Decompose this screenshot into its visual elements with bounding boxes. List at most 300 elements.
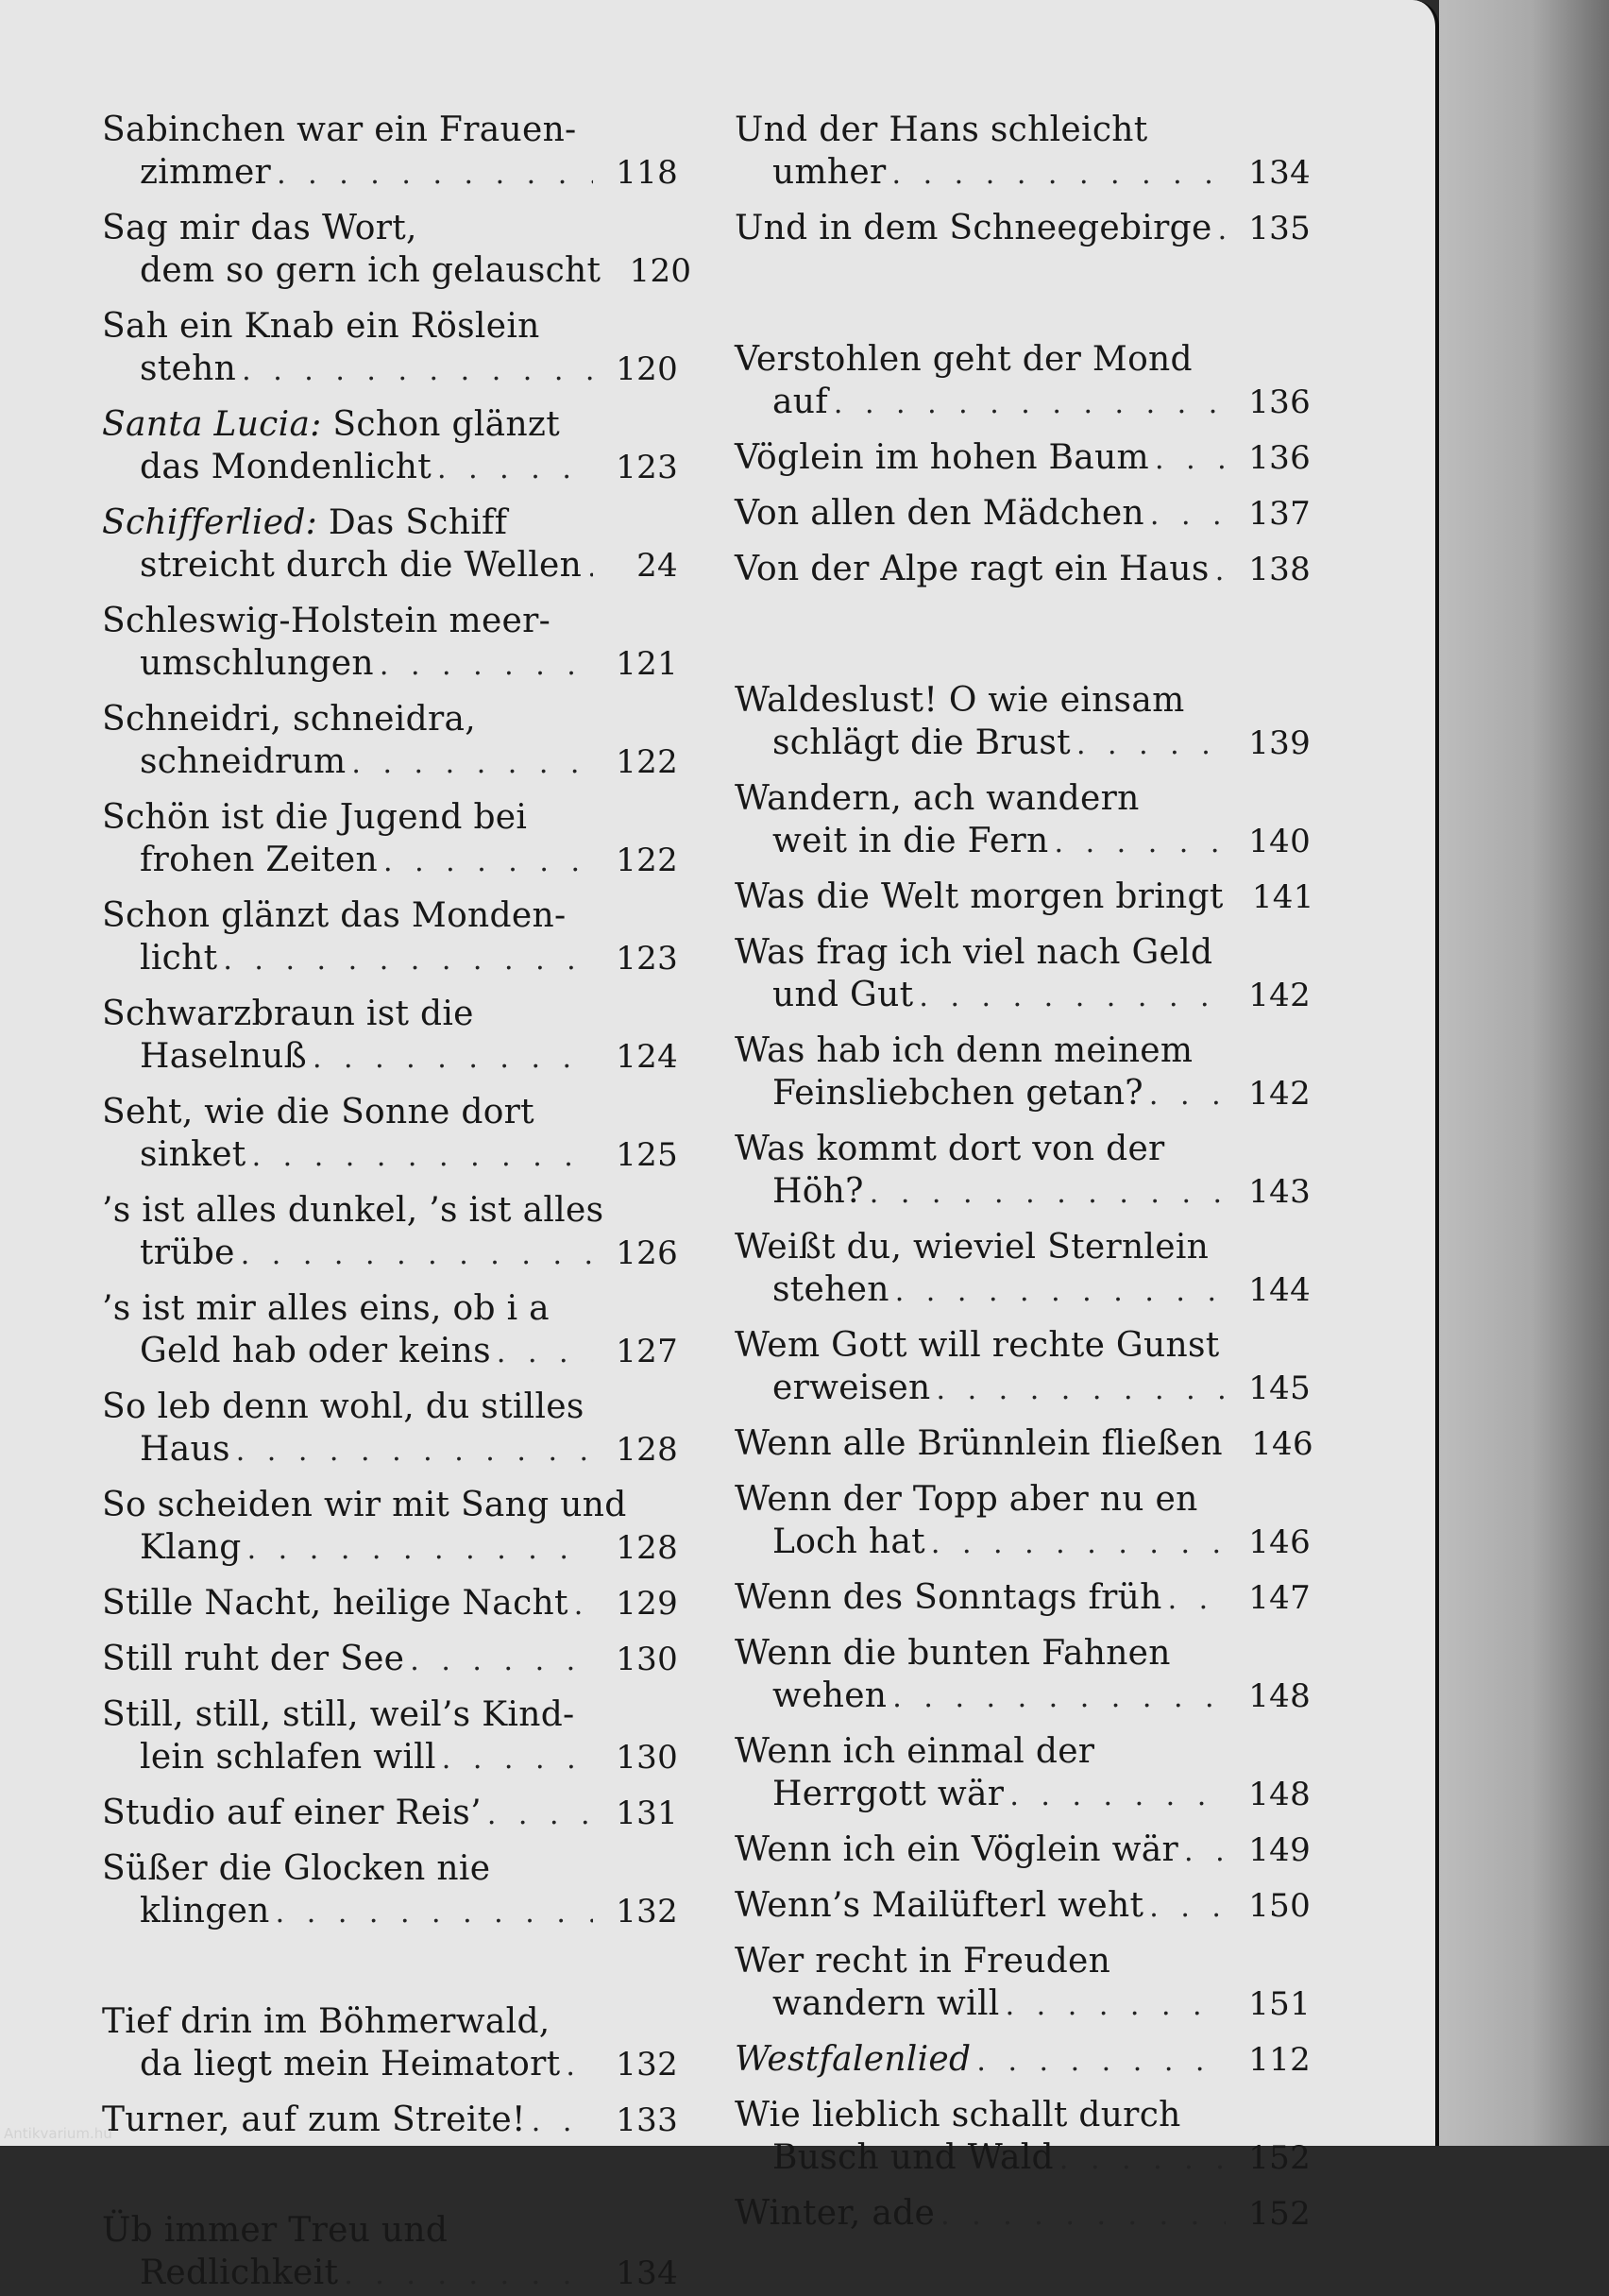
- entry-gap: [735, 425, 1311, 436]
- entry-line: [102, 1736, 678, 1780]
- index-entry: [102, 2000, 678, 2087]
- entry-gap: [102, 588, 678, 600]
- page-number: 130: [616, 1641, 678, 1678]
- entry-title-text: umschlungen: [140, 644, 374, 683]
- leader-dots: [1059, 2138, 1226, 2181]
- entry-gap: [102, 687, 678, 698]
- entry-line: [735, 151, 1311, 196]
- page-number: 139: [1248, 724, 1311, 762]
- page-number: 24: [636, 547, 678, 585]
- entry-title-text: Üb immer Treu und: [102, 2211, 449, 2250]
- index-entry: [102, 894, 678, 981]
- entry-line: [102, 698, 678, 740]
- entry-line: [102, 1386, 678, 1428]
- entry-title-text: Höh?: [772, 1172, 864, 1211]
- entry-line: [735, 1128, 1311, 1170]
- index-column-left: [102, 109, 692, 2296]
- index-entry: [102, 1582, 678, 1626]
- page-number: 121: [616, 645, 678, 683]
- entry-line: [735, 1632, 1311, 1675]
- entry-title-text: Sah ein Knab ein Röslein: [102, 307, 540, 346]
- index-entry: [735, 2094, 1311, 2181]
- entry-line: [735, 2094, 1311, 2136]
- entry-gap: [102, 392, 678, 403]
- entry-line: [102, 1232, 678, 1276]
- entry-gap: [735, 481, 1311, 492]
- entry-line: [735, 777, 1311, 820]
- entry-title-text: Wie lieblich schallt durch: [735, 2096, 1181, 2134]
- entry-gap: [102, 883, 678, 894]
- entry-gap: [102, 1626, 678, 1638]
- page-number: 141: [1251, 878, 1314, 916]
- page-number: 136: [1248, 439, 1311, 477]
- entry-title-text: Winter, ade: [735, 2194, 936, 2233]
- entry-title-text: licht: [140, 939, 218, 978]
- leader-dots: [277, 153, 593, 196]
- page-number: 152: [1248, 2139, 1311, 2177]
- entry-title-text: stehn: [140, 349, 237, 388]
- entry-gap: [102, 1682, 678, 1693]
- page-number: 142: [1248, 1075, 1311, 1113]
- entry-title-text: Verstohlen geht der Mond: [735, 340, 1193, 379]
- index-entry: [735, 1576, 1311, 1621]
- index-entry: [735, 1128, 1311, 1215]
- index-entry: [102, 1091, 678, 1178]
- entry-title-text: Geld hab oder keins: [140, 1332, 491, 1370]
- entry-line: [735, 722, 1311, 766]
- entry-title-text: Was kommt dort von der: [735, 1130, 1165, 1168]
- entry-line: [102, 894, 678, 937]
- entry-line: [102, 2099, 678, 2143]
- entry-gap: [102, 294, 678, 305]
- entry-title-text: Haselnuß: [140, 1037, 307, 1076]
- leader-dots: [1076, 723, 1226, 766]
- section-gap: [735, 592, 1311, 679]
- entry-gap: [102, 981, 678, 993]
- entry-line: [735, 1324, 1311, 1367]
- entry-line: [735, 931, 1311, 974]
- leader-dots: [1218, 209, 1226, 251]
- leader-dots: [497, 1332, 593, 1374]
- leader-dots: [252, 1135, 593, 1178]
- entry-gap: [102, 1276, 678, 1287]
- entry-gap: [102, 490, 678, 502]
- entry-title-text: Still, still, still, weil’s Kind-: [102, 1695, 575, 1734]
- entry-title-text: Vöglein im hohen Baum: [735, 438, 1149, 477]
- entry-line: [735, 820, 1311, 864]
- entry-line: [102, 642, 678, 687]
- entry-title-text: Und der Hans schleicht: [735, 111, 1148, 149]
- index-entry: [735, 1324, 1311, 1411]
- entry-title-text: Sag mir das Wort,: [102, 209, 417, 247]
- entry-gap: [102, 2087, 678, 2099]
- leader-dots: [937, 1369, 1226, 1411]
- entry-title-text: Turner, auf zum Streite!: [102, 2100, 526, 2139]
- page-number: 142: [1248, 977, 1311, 1014]
- entry-line: [102, 1091, 678, 1133]
- leader-dots: [383, 841, 593, 883]
- entry-gap: [735, 1929, 1311, 1940]
- entry-line: [735, 1422, 1311, 1467]
- entry-title-text: Wenn’s Mailüfterl weht: [735, 1886, 1144, 1925]
- page-number: 131: [616, 1794, 678, 1832]
- leader-dots: [931, 1522, 1226, 1565]
- index-entry: [735, 338, 1311, 425]
- index-column-right: [735, 109, 1314, 2236]
- entry-title-text: Studio auf einer Reis’: [102, 1794, 482, 1832]
- leader-dots: [1150, 494, 1226, 536]
- entry-title-text: klingen: [140, 1892, 270, 1930]
- entry-line: [735, 338, 1311, 381]
- entry-gap: [735, 1018, 1311, 1029]
- entry-line: [735, 876, 1314, 920]
- index-entry: [102, 1287, 678, 1374]
- entry-title-text: Stille Nacht, heilige Nacht: [102, 1584, 568, 1623]
- page-number: 134: [1248, 154, 1311, 192]
- entry-title-text: Loch hat: [772, 1522, 925, 1561]
- page-number: 138: [1248, 551, 1311, 588]
- leader-dots: [1009, 1775, 1226, 1817]
- index-entry: [102, 1638, 678, 1682]
- entry-title-text: Klang: [140, 1528, 242, 1567]
- entry-line: [102, 403, 678, 446]
- entry-title-text: So scheiden wir mit Sang und: [102, 1486, 627, 1524]
- entry-title-text: Wenn alle Brünnlein fließen: [735, 1424, 1223, 1463]
- entry-gap: [102, 1374, 678, 1386]
- index-entry: [102, 698, 678, 785]
- entry-title-text: lein schlafen will: [140, 1738, 436, 1777]
- index-entry: [735, 1029, 1311, 1116]
- page-number: 129: [616, 1585, 678, 1623]
- index-entry: [735, 109, 1311, 196]
- section-gap: [735, 251, 1311, 338]
- entry-line: [735, 492, 1311, 536]
- leader-dots: [532, 2100, 593, 2143]
- leader-dots: [223, 939, 593, 981]
- entry-line: [102, 937, 678, 981]
- entry-title-text: frohen Zeiten: [140, 841, 379, 879]
- entry-gap: [102, 785, 678, 796]
- page-number: 120: [629, 252, 692, 290]
- page-number: 134: [616, 2254, 678, 2292]
- index-entry: [735, 492, 1311, 536]
- page-number: 124: [616, 1038, 678, 1076]
- entry-line: [735, 1170, 1311, 1215]
- entry-title-text: So leb denn wohl, du stilles: [102, 1387, 584, 1426]
- entry-gap: [102, 1080, 678, 1091]
- entry-line: [102, 2043, 678, 2087]
- entry-gap: [735, 2181, 1311, 2192]
- entry-line: [102, 1638, 678, 1682]
- entry-gap: [735, 1116, 1311, 1128]
- index-entry: [735, 1730, 1311, 1817]
- page-number: 148: [1248, 1677, 1311, 1715]
- entry-line: [102, 1847, 678, 1890]
- entry-title-text: Was hab ich denn meinem: [735, 1031, 1194, 1070]
- entry-gap: [735, 766, 1311, 777]
- index-entry: [735, 2038, 1311, 2083]
- page-number: 132: [616, 1893, 678, 1930]
- book-spine: [1439, 0, 1609, 2146]
- page-number: 146: [1251, 1425, 1313, 1463]
- entry-line: [102, 796, 678, 839]
- entry-line: [102, 1526, 678, 1571]
- entry-gap: [102, 196, 678, 207]
- index-entry: [735, 548, 1311, 592]
- entry-line: [102, 1189, 678, 1232]
- entry-gap: [735, 2083, 1311, 2094]
- entry-title-text: wehen: [772, 1676, 888, 1715]
- leader-dots: [587, 546, 593, 588]
- index-entry: [102, 2209, 678, 2296]
- page-number: 123: [616, 449, 678, 486]
- page-number: 130: [616, 1739, 678, 1777]
- entry-title-text: Und in dem Schneegebirge: [735, 209, 1212, 247]
- entry-gap: [102, 1836, 678, 1847]
- entry-title-text: Redlichkeit: [140, 2253, 339, 2292]
- entry-line: [735, 974, 1311, 1018]
- index-entry: [102, 796, 678, 883]
- entry-title-text: Schon glänzt das Monden-: [102, 896, 567, 935]
- leader-dots: [1006, 1984, 1226, 2027]
- page-number: 133: [616, 2101, 678, 2139]
- entry-gap: [735, 1817, 1311, 1828]
- entry-line: [735, 436, 1311, 481]
- index-entry: [102, 1792, 678, 1836]
- entry-line: [735, 1884, 1311, 1929]
- leader-dots: [1149, 1886, 1226, 1929]
- entry-line: [735, 1521, 1311, 1565]
- page-number: 132: [616, 2046, 678, 2083]
- entry-title-text: Busch und Wald: [772, 2138, 1054, 2177]
- page-number: 135: [1248, 210, 1311, 247]
- page-number: 146: [1248, 1523, 1311, 1561]
- entry-gap: [735, 1313, 1311, 1324]
- entry-title-text: Von der Alpe ragt ein Haus: [735, 550, 1210, 588]
- entry-line: [102, 1484, 678, 1526]
- entry-line: [735, 1828, 1311, 1873]
- leader-dots: [241, 1233, 593, 1276]
- entry-title-text: Das Schiff: [328, 503, 508, 542]
- entry-line: [735, 1226, 1311, 1268]
- entry-gap: [735, 1565, 1311, 1576]
- leader-dots: [1055, 822, 1226, 864]
- leader-dots: [437, 448, 593, 490]
- index-entry: [102, 1693, 678, 1780]
- entry-line: [102, 2252, 678, 2296]
- index-entry: [102, 600, 678, 687]
- entry-line: [102, 993, 678, 1035]
- index-entry: [735, 876, 1314, 920]
- leader-dots: [976, 2040, 1226, 2083]
- page-number: 151: [1248, 1985, 1311, 2023]
- page-number: 145: [1248, 1369, 1311, 1407]
- index-entry: [102, 305, 678, 392]
- index-entry: [735, 679, 1311, 766]
- entry-line: [735, 1730, 1311, 1773]
- entry-title-text: Was die Welt morgen bringt: [735, 877, 1224, 916]
- index-entry: [735, 777, 1311, 864]
- entry-title-text: schlägt die Brust: [772, 723, 1071, 762]
- entry-gap: [735, 1215, 1311, 1226]
- index-entry: [102, 2099, 678, 2143]
- entry-line: [102, 2000, 678, 2043]
- entry-title-text: Weißt du, wieviel Sternlein: [735, 1228, 1210, 1267]
- page-number: 128: [616, 1529, 678, 1567]
- entry-title-text: Seht, wie die Sonne dort: [102, 1093, 534, 1131]
- entry-line: [102, 348, 678, 392]
- entry-line: [102, 2209, 678, 2252]
- entry-title-text: wandern will: [772, 1984, 1000, 2023]
- page-number: 120: [616, 350, 678, 388]
- page-number: 150: [1248, 1887, 1311, 1925]
- entry-gap: [735, 1411, 1311, 1422]
- page-number: 149: [1248, 1831, 1311, 1869]
- entry-title-text: Waldeslust! O wie einsam: [735, 681, 1185, 720]
- index-entry: [102, 1847, 678, 1934]
- entry-title-text: streicht durch die Wellen: [140, 546, 583, 585]
- entry-gap: [735, 1467, 1311, 1478]
- page-number: 123: [616, 940, 678, 978]
- page-number: 137: [1248, 495, 1311, 533]
- entry-title-text: erweisen: [772, 1369, 931, 1407]
- index-entry: [735, 1478, 1311, 1565]
- page-number: 128: [616, 1431, 678, 1469]
- entry-line: [735, 1940, 1311, 1982]
- entry-title-text: Herrgott wär: [772, 1775, 1005, 1813]
- entry-line: [102, 1890, 678, 1934]
- entry-line: [735, 1576, 1311, 1621]
- entry-title-text: da liegt mein Heimatort: [140, 2045, 561, 2083]
- index-entry: [102, 109, 678, 196]
- entry-line: [735, 2192, 1311, 2236]
- entry-title-text: Schon glänzt: [332, 405, 560, 444]
- leader-dots: [1184, 1830, 1226, 1873]
- page-number: 127: [616, 1333, 678, 1370]
- entry-line: [735, 679, 1311, 722]
- entry-line: [735, 1029, 1311, 1072]
- entry-gap: [735, 536, 1311, 548]
- entry-gap: [102, 1571, 678, 1582]
- entry-title-text: Wenn ich ein Vöglein wär: [735, 1830, 1178, 1869]
- entry-line: [102, 305, 678, 348]
- entry-title-text: Wenn der Topp aber nu en: [735, 1480, 1198, 1519]
- leader-dots: [247, 1528, 593, 1571]
- entry-gap: [102, 1178, 678, 1189]
- entry-title-text: und Gut: [772, 976, 914, 1014]
- leader-dots: [892, 1676, 1226, 1719]
- index-entry: [735, 2192, 1311, 2236]
- index-entry: [102, 403, 678, 490]
- entry-line: [735, 1773, 1311, 1817]
- page-number: 125: [616, 1136, 678, 1174]
- entry-line: [102, 1035, 678, 1080]
- entry-line: [102, 544, 678, 588]
- index-entry: [102, 207, 692, 294]
- entry-line: [735, 1478, 1311, 1521]
- entry-gap: [735, 196, 1311, 207]
- entry-italic-title: Schifferlied:: [102, 503, 318, 542]
- page-number: 148: [1248, 1776, 1311, 1813]
- entry-title-text: Sabinchen war ein Frauen-: [102, 111, 577, 149]
- leader-dots: [870, 1172, 1226, 1215]
- entry-line: [102, 1693, 678, 1736]
- leader-dots: [351, 742, 593, 785]
- entry-line: [102, 740, 678, 785]
- entry-italic-title: Westfalenlied: [735, 2040, 972, 2079]
- entry-title-text: Still ruht der See: [102, 1640, 405, 1678]
- leader-dots: [1215, 550, 1226, 592]
- leader-dots: [1155, 438, 1226, 481]
- entry-line: [102, 839, 678, 883]
- leader-dots: [895, 1270, 1226, 1313]
- entry-title-text: Wenn ich einmal der: [735, 1732, 1095, 1771]
- entry-title-text: Haus: [140, 1430, 230, 1469]
- entry-line: [735, 381, 1311, 425]
- entry-line: [102, 600, 678, 642]
- entry-title-text: sinket: [140, 1135, 246, 1174]
- leader-dots: [834, 383, 1226, 425]
- entry-gap: [735, 920, 1311, 931]
- entry-line: [102, 109, 678, 151]
- entry-line: [102, 1792, 678, 1836]
- leader-dots: [344, 2253, 593, 2296]
- entry-title-text: Feinsliebchen getan?: [772, 1074, 1143, 1113]
- page-number: 136: [1248, 383, 1311, 421]
- entry-title-text: Tief drin im Böhmerwald,: [102, 2002, 550, 2041]
- entry-title-text: Wenn des Sonntags früh: [735, 1578, 1162, 1617]
- entry-title-text: stehen: [772, 1270, 889, 1309]
- leader-dots: [380, 644, 593, 687]
- page-number: 118: [616, 154, 678, 192]
- entry-title-text: Wer recht in Freuden: [735, 1942, 1111, 1981]
- entry-title-text: Süßer die Glocken nie: [102, 1849, 491, 1888]
- entry-line: [735, 1982, 1311, 2027]
- leader-dots: [892, 153, 1226, 196]
- entry-line: [735, 207, 1311, 251]
- entry-title-text: das Mondenlicht: [140, 448, 432, 486]
- entry-line: [102, 502, 678, 544]
- leader-dots: [940, 2194, 1226, 2236]
- entry-line: [102, 1582, 678, 1626]
- entry-title-text: ’s ist mir alles eins, ob i a: [102, 1289, 550, 1328]
- entry-line: [102, 1428, 678, 1472]
- index-entry: [102, 1386, 678, 1472]
- leader-dots: [566, 2045, 593, 2087]
- entry-line: [102, 151, 678, 196]
- page-number: 147: [1248, 1579, 1311, 1617]
- entry-title-text: auf: [772, 383, 828, 421]
- leader-dots: [1149, 1074, 1226, 1116]
- page-number: 152: [1248, 2195, 1311, 2233]
- entry-title-text: Schneidri, schneidra,: [102, 700, 476, 739]
- index-entry: [735, 931, 1311, 1018]
- page-number: 126: [616, 1234, 678, 1272]
- entry-title-text: umher: [772, 153, 887, 192]
- index-entry: [735, 1226, 1311, 1313]
- entry-title-text: Von allen den Mädchen: [735, 494, 1144, 533]
- entry-line: [102, 207, 678, 249]
- entry-title-text: Wem Gott will rechte Gunst: [735, 1326, 1220, 1365]
- page-number: 122: [616, 743, 678, 781]
- entry-line: [102, 249, 692, 294]
- index-entry: [735, 1422, 1311, 1467]
- page-number: 144: [1248, 1271, 1311, 1309]
- entry-gap: [735, 1719, 1311, 1730]
- index-entry: [735, 1884, 1311, 1929]
- leader-dots: [410, 1640, 593, 1682]
- leader-dots: [236, 1430, 593, 1472]
